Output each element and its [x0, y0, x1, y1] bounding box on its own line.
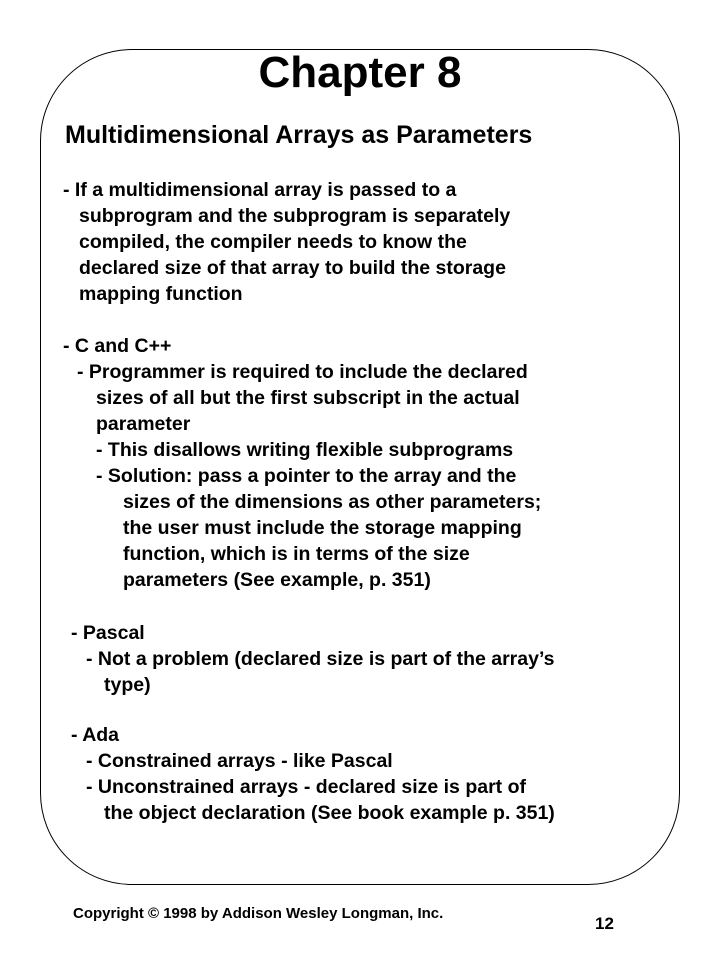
bullet-line: type)	[104, 674, 151, 696]
bullet-line: - This disallows writing flexible subprograms	[96, 439, 514, 461]
bullet-line: parameter	[96, 413, 191, 435]
bullet-line: mapping function	[79, 283, 243, 305]
bullet-line: the object declaration (See book example p. 351)	[104, 802, 555, 824]
bullet-line: - C and C++	[63, 335, 172, 357]
page-number: 12	[595, 914, 614, 933]
bullet-line: parameters (See example, p. 351)	[123, 569, 431, 591]
bullet-line: declared size of that array to build the storage	[79, 257, 506, 279]
bullet-line: compiled, the compiler needs to know the	[79, 231, 467, 253]
bullet-line: - Constrained arrays - like Pascal	[86, 750, 393, 772]
bullet-line: - Solution: pass a pointer to the array and the	[96, 465, 517, 487]
chapter-title: Chapter 8	[258, 48, 462, 97]
bullet-line: the user must include the storage mapping	[123, 517, 522, 539]
bullet-line: sizes of the dimensions as other parameters;	[123, 491, 542, 513]
bullet-line: function, which is in terms of the size	[123, 543, 470, 565]
bullet-line: - Unconstrained arrays - declared size is part of	[86, 776, 526, 798]
bullet-line: subprogram and the subprogram is separately	[79, 205, 511, 227]
bullet-line: - Programmer is required to include the declared	[77, 361, 528, 383]
bullet-line: sizes of all but the first subscript in the actual	[96, 387, 520, 409]
bullet-line: - Not a problem (declared size is part of the array’s	[86, 648, 555, 670]
slide-heading: Multidimensional Arrays as Parameters	[65, 121, 533, 149]
bullet-line: - If a multidimensional array is passed to a	[63, 179, 457, 201]
bullet-line: - Ada	[71, 724, 120, 746]
footer-copyright: Copyright © 1998 by Addison Wesley Longman, Inc.	[73, 905, 444, 922]
bullet-line: - Pascal	[71, 622, 145, 644]
